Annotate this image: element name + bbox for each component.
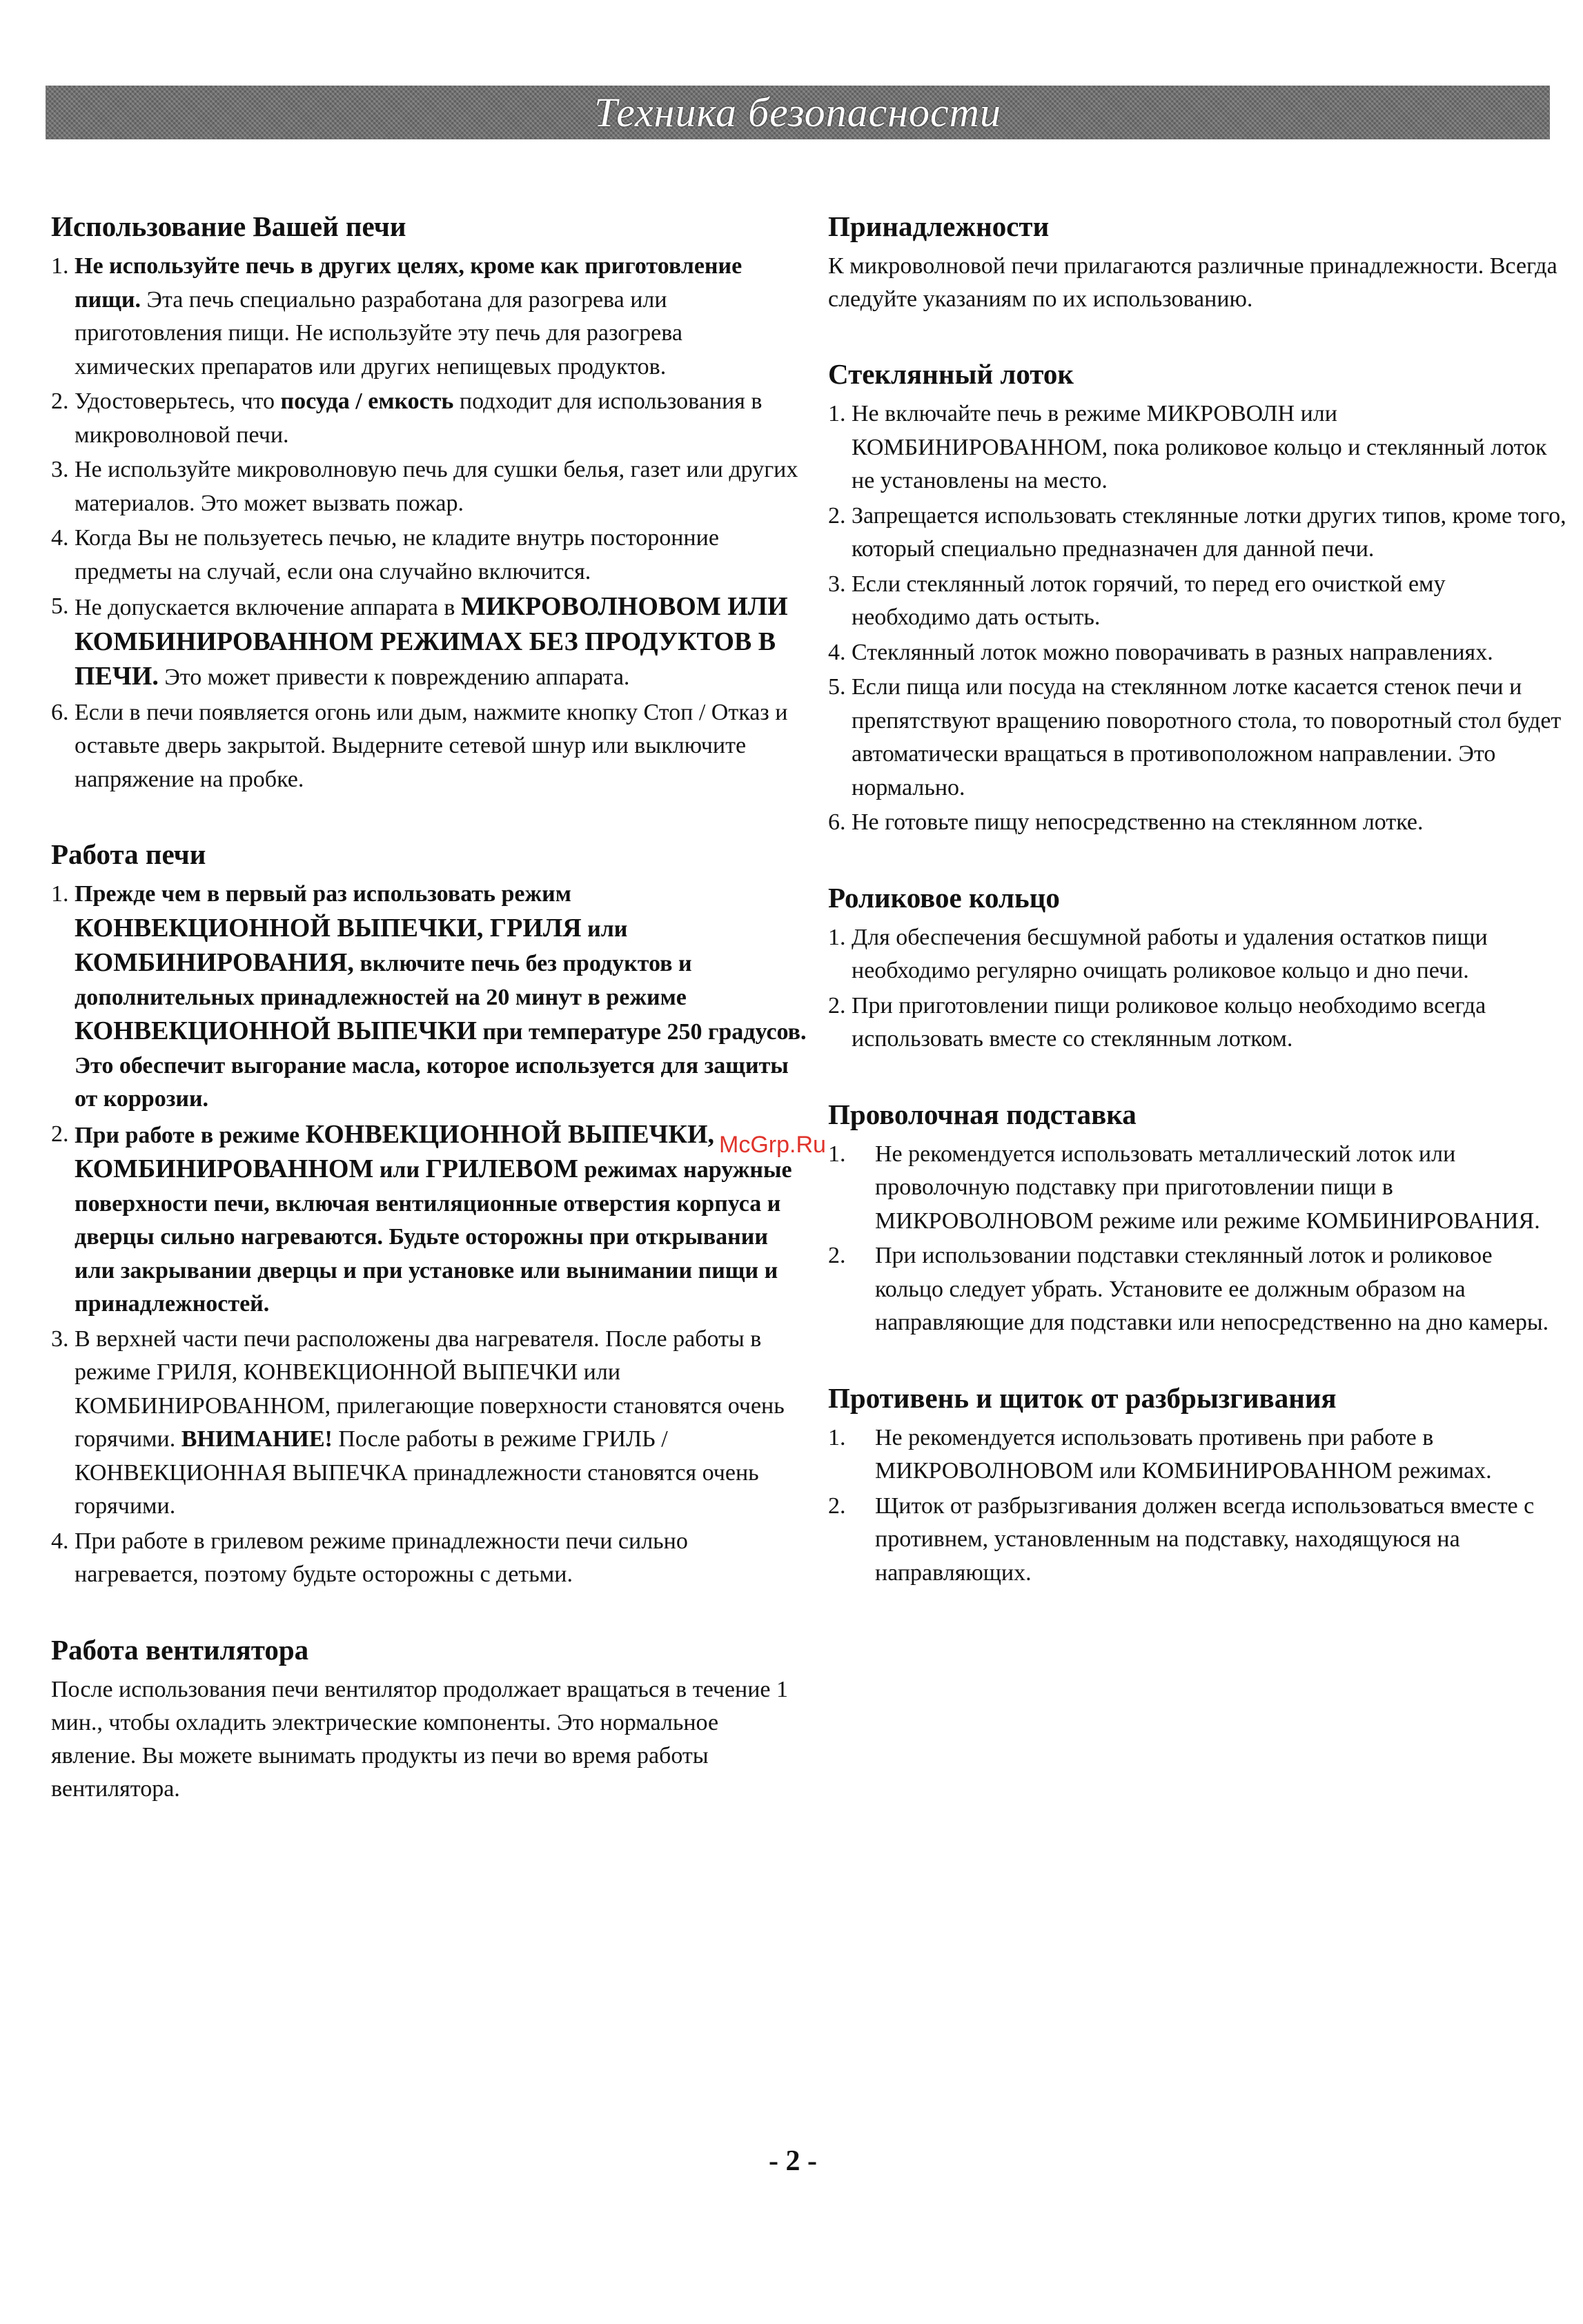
wire-rack-list [828,1138,1566,1340]
list-item: 5. Не допускается включение аппарата в МИКРОВОЛНОВОМ ИЛИ КОМБИНИРОВАННОМ РЕЖИМАХ БЕЗ ПРОДУКТОВ В ПЕЧИ. Это может привести к повреждению аппарата. [51,592,788,691]
section-title: Роликовое кольцо [828,881,1060,914]
list-item: 1. Не рекомендуется использовать металлический лоток или проволочную подставку при приготовлении пищи в МИКРОВОЛНОВОМ режиме или режиме КОМБИНИРОВАНИЯ. [828,1141,1540,1234]
section-usage [51,207,807,796]
list-item: 1. Не рекомендуется использовать противень при работе в МИКРОВОЛНОВОМ или КОМБИНИРОВАННОМ режимах. [828,1424,1492,1484]
section-title: Работа печи [51,838,206,870]
section-title: Работа вентилятора [51,1633,309,1666]
list-item: 4. Когда Вы не пользуетесь печью, не кладите внутрь посторонние предметы на случай, если она случайно включится. [51,525,719,584]
operation-list [51,878,807,1592]
list-item: 2. При приготовлении пищи роликовое кольцо необходимо всегда использовать вместе со стеклянным лотком. [828,992,1486,1052]
list-item: 5. Если пища или посуда на стеклянном лотке касается стенок печи и препятствуют вращению поворотного стола, то поворотный стол будет автоматически вращаться в противоположном направлении. Это нормально. [828,674,1562,800]
section-roller-ring [828,878,1566,1056]
list-item: 3. В верхней части печи расположены два нагревателя. После работы в режиме ГРИЛЯ, КОНВЕКЦИОННОЙ ВЫПЕЧКИ или КОМБИНИРОВАННОМ, прилегающие поверхности становятся очень горячими. ВНИМАНИЕ! После работы в режиме ГРИЛЬ / КОНВЕКЦИОННАЯ ВЫПЕЧКА принадлежности становятся очень горячими. [51,1326,785,1519]
page-number: - 2 - [769,2145,817,2177]
list-item: 2. Запрещается использовать стеклянные лотки других типов, кроме того, который специально предназначен для данной печи. [828,502,1566,562]
list-item: 2. При использовании подставки стеклянный лоток и роликовое кольцо следует убрать. Установите ее должным образом на направляющие для подставки или непосредственно на дно камеры. [828,1243,1549,1335]
list-item: 1. Не используйте печь в других целях, кроме как приготовление пищи. Эта печь специально разработана для разогрева или приготовления пищи. Не используйте эту печь для разогрева химических препаратов или других непищевых продуктов. [51,253,743,380]
roller-ring-list [828,921,1566,1056]
section-title: Противень и щиток от разбрызгивания [828,1381,1337,1414]
list-item: 3. Если стеклянный лоток горячий, то перед его очисткой ему необходимо дать остыть. [828,571,1446,630]
list-item: 1. Прежде чем в первый раз использовать режим КОНВЕКЦИОННОЙ ВЫПЕЧКИ, ГРИЛЯ или КОМБИНИРОВАНИЯ, включите печь без продуктов и дополнительных принадлежностей на 20 минут в режиме КОНВЕКЦИОННОЙ ВЫПЕЧКИ при температуре 250 градусов. Это обеспечит выгорание масла, которое используется для защиты от коррозии. [51,881,807,1112]
section-wire-rack [828,1095,1566,1340]
section-title: Стеклянный лоток [828,358,1074,390]
list-item: 2. При работе в режиме КОНВЕКЦИОННОЙ ВЫПЕЧКИ, КОМБИНИРОВАННОМ или ГРИЛЕВОМ режимах наружные поверхности печи, включая вентиляционные отверстия корпуса и дверцы сильно нагреваются. Будьте осторожны при открывании или закрывании дверцы и при установке или вынимании пищи и принадлежностей. [51,1119,792,1317]
section-title: Проволочная подставка [828,1098,1137,1130]
section-accessories [828,207,1566,316]
right-column [828,207,1566,1628]
list-item: 1. Для обеспечения бесшумной работы и удаления остатков пищи необходимо регулярно очищать роликовое кольцо и дно печи. [828,924,1488,983]
list-item: 6. Не готовьте пищу непосредственно на стеклянном лотке. [828,809,1424,835]
watermark: McGrp.Ru [719,1132,826,1158]
left-column [51,207,807,1844]
list-item: 4. При работе в грилевом режиме принадлежности печи сильно нагревается, поэтому будьте осторожны с детьми. [51,1528,688,1587]
list-item: 6. Если в печи появляется огонь или дым, нажмите кнопку Стоп / Отказ и оставьте дверь закрытой. Выдерните сетевой шнур или выключите напряжение на пробке. [51,699,788,792]
glass-tray-list [828,397,1566,840]
list-item: 3. Не используйте микроволновую печь для сушки белья, газет или других материалов. Это может вызвать пожар. [51,457,798,516]
list-item: 2. Щиток от разбрызгивания должен всегда использоваться вместе с противнем, установленным на подставку, находящуюся на направляющих. [828,1493,1535,1586]
section-fan [51,1631,807,1806]
page-title: Техника безопасности [594,89,1001,135]
baking-tray-list [828,1421,1566,1591]
list-item: 1. Не включайте печь в режиме МИКРОВОЛН или КОМБИНИРОВАННОМ, пока роликовое кольцо и стеклянный лоток не установлены на место. [828,401,1547,493]
section-operation [51,835,807,1592]
accessories-text: К микроволновой печи прилагаются различные принадлежности. Всегда следуйте указаниям по их использованию. [828,253,1557,312]
section-baking-tray [828,1379,1566,1591]
list-item: 4. Стеклянный лоток можно поворачивать в разных направлениях. [828,639,1493,665]
section-title: Использование Вашей печи [51,210,406,242]
section-title: Принадлежности [828,210,1050,242]
section-glass-tray [828,355,1566,840]
usage-list [51,250,807,796]
list-item: 2. Удостоверьтесь, что посуда / емкость подходит для использования в микроволновой печи. [51,388,763,448]
fan-text: После использования печи вентилятор продолжает вращаться в течение 1 мин., чтобы охладить электрические компоненты. Это нормальное явление. Вы можете вынимать продукты из печи во время работы вентилятора. [51,1676,788,1802]
header-banner [46,86,1550,139]
